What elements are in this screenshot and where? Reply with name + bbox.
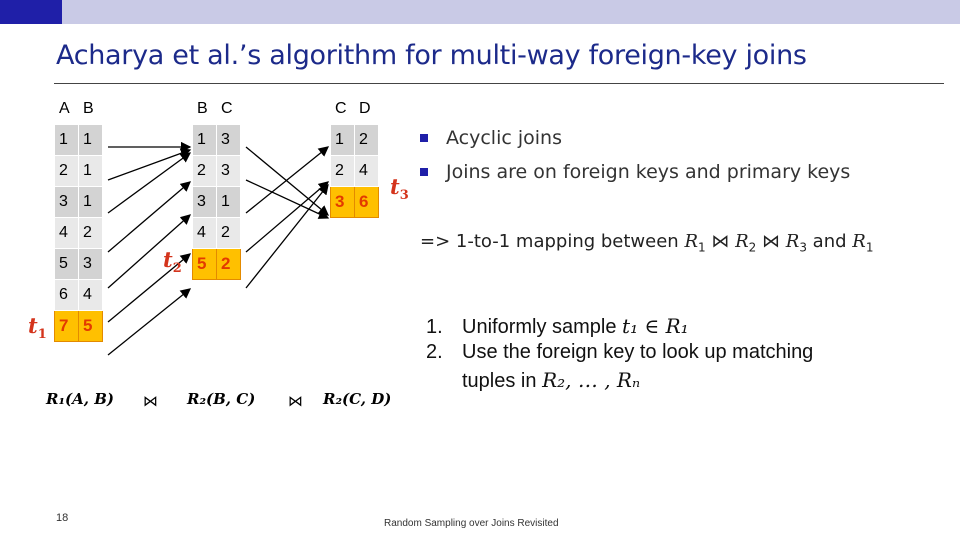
tuple-label-t3: $t_3$ [390, 174, 409, 204]
bullet-list [420, 127, 850, 195]
table-cell: 2 [79, 218, 103, 249]
column-header: C [331, 94, 355, 125]
arrow-r2-row4 [246, 182, 328, 252]
table-cell: 4 [355, 156, 379, 187]
table-cell: 3 [79, 249, 103, 280]
column-header: B [193, 94, 217, 125]
table-cell: 4 [79, 280, 103, 311]
table-cell: 1 [217, 187, 241, 218]
table-cell: 3 [331, 187, 355, 218]
bullet-item: Joins are on foreign keys and primary keys [420, 161, 850, 195]
table-cell: 2 [217, 218, 241, 249]
column-header: B [79, 94, 103, 125]
table-cell: 1 [55, 125, 79, 156]
relation-r3-name: R₂(C, D) [323, 390, 392, 408]
column-header: D [355, 94, 379, 125]
slide-number: 18 [56, 512, 69, 524]
arrow-r1-row7 [108, 289, 190, 355]
arrow-r1-row3 [108, 153, 190, 213]
table-cell: 3 [217, 156, 241, 187]
step-item: tuples in R₂, … , Rₙ [462, 368, 641, 392]
table-cell: 7 [55, 311, 79, 342]
step-item: 1. Uniformly sample t₁ ∈ R₁ [426, 314, 689, 338]
table-cell: 1 [79, 187, 103, 218]
table-cell: 2 [217, 249, 241, 280]
table-cell: 1 [331, 125, 355, 156]
table-cell: 4 [193, 218, 217, 249]
table-cell: 5 [193, 249, 217, 280]
table-cell: 2 [331, 156, 355, 187]
arrow-r2-row5 [246, 185, 328, 288]
bullet-square-icon [420, 134, 428, 142]
arrow-r2-row2 [246, 180, 328, 218]
slide-title: Acharya et al.’s algorithm for multi-way foreign-key joins [56, 40, 807, 71]
table-cell: 1 [79, 125, 103, 156]
algorithm-steps [426, 314, 813, 395]
arrow-r1-row4 [108, 182, 190, 252]
table-cell: 2 [355, 125, 379, 156]
relation-r2-name: R₂(B, C) [187, 390, 256, 408]
table-cell: 4 [55, 218, 79, 249]
table-cell: 6 [55, 280, 79, 311]
table-cell: 3 [217, 125, 241, 156]
tuple-label-t2: $t_2$ [163, 247, 182, 277]
join-symbol-1: ⋈ [143, 392, 158, 410]
table-cell: 3 [193, 187, 217, 218]
table-cell: 5 [55, 249, 79, 280]
table-cell: 1 [79, 156, 103, 187]
column-header: A [55, 94, 79, 125]
arrow-r1-row2 [108, 150, 190, 180]
step-item: 2. Use the foreign key to look up matching [426, 341, 814, 363]
bullet-item: Acyclic joins [420, 127, 850, 161]
table-cell: 1 [193, 125, 217, 156]
column-header: C [217, 94, 241, 125]
join-symbol-2: ⋈ [288, 392, 303, 410]
table-cell: 2 [55, 156, 79, 187]
table-cell: 5 [79, 311, 103, 342]
table-cell: 3 [55, 187, 79, 218]
bullet-square-icon [420, 168, 428, 176]
tuple-label-t1: $t_1$ [28, 313, 47, 343]
mapping-statement: => 1-to-1 mapping between $R_1$ ⋈ $R_2$ ⋈ $R_3$ and $R_1$ [420, 231, 874, 255]
footer-text: Random Sampling over Joins Revisited [384, 518, 559, 529]
table-cell: 2 [193, 156, 217, 187]
relation-r1-name: R₁(A, B) [46, 390, 114, 408]
table-cell: 6 [355, 187, 379, 218]
